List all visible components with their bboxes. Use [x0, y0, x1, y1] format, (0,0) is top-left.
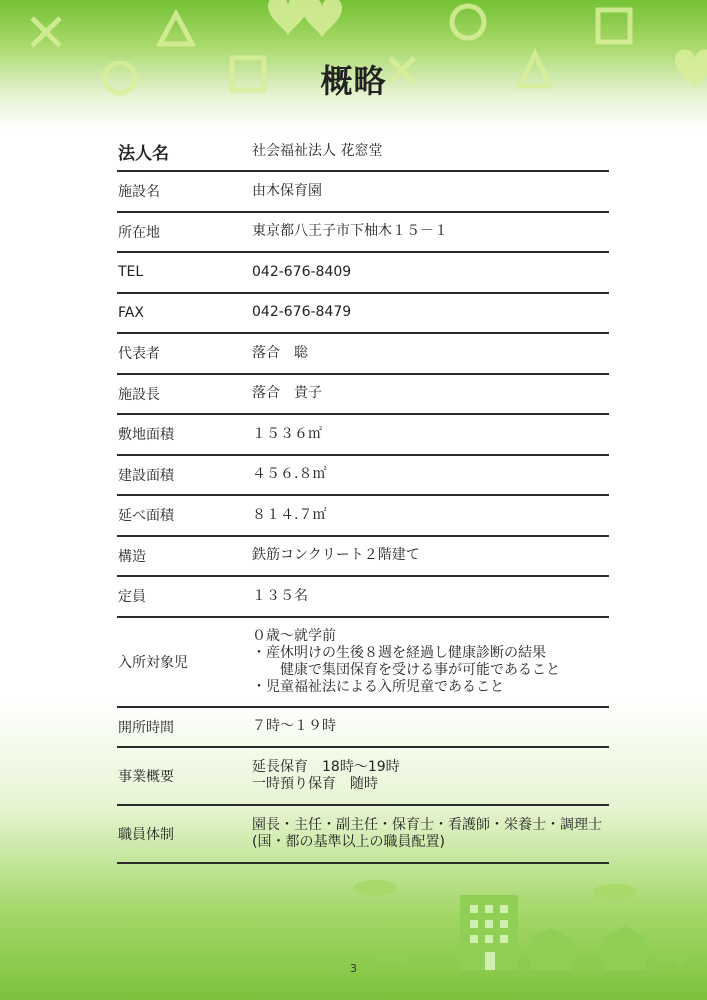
table-row — [117, 294, 609, 335]
row-value — [252, 304, 609, 321]
row-value-line: 落合 聡 — [252, 344, 308, 361]
square-icon — [598, 10, 630, 42]
row-label: FAX — [118, 304, 144, 321]
row-label: 建設面積 — [118, 467, 174, 484]
row-value-line: 健康で集団保育を受ける事が可能であること — [252, 661, 560, 678]
building-icon — [460, 895, 518, 970]
row-value-line: ８１４.７㎡ — [252, 506, 327, 523]
row-value — [252, 183, 609, 200]
row-label: 法人名 — [118, 143, 169, 164]
row-label: 入所対象児 — [118, 654, 188, 671]
table-row — [117, 496, 609, 537]
row-value — [252, 264, 609, 281]
row-value-line: ・児童福祉法による入所児童であること — [252, 678, 504, 695]
row-value — [252, 547, 609, 564]
row-label: 施設長 — [118, 386, 160, 403]
table-row — [117, 334, 609, 375]
row-label: 施設名 — [118, 184, 160, 201]
row-value — [252, 345, 609, 362]
table-row — [117, 577, 609, 618]
row-value-line: 042-676-8479 — [252, 304, 352, 321]
row-value — [252, 507, 609, 524]
row-label: 定員 — [118, 589, 146, 606]
row-value — [252, 466, 609, 483]
row-value-line: 042-676-8409 — [252, 263, 352, 280]
row-label: 敷地面積 — [118, 427, 174, 444]
table-row — [117, 172, 609, 213]
row-value-line: 鉄筋コンクリート２階建て — [252, 547, 420, 564]
row-value-line: ４５６.８㎡ — [252, 466, 327, 483]
row-value-line: ・産休明けの生後８週を経過し健康診断の結果 — [252, 644, 546, 661]
row-value-line: １３５名 — [252, 587, 308, 604]
cloud-icon — [593, 884, 637, 900]
row-value-line: 由木保育園 — [252, 182, 322, 199]
row-value-line: 社会福祉法人 花窓堂 — [252, 142, 383, 159]
row-label: 職員体制 — [118, 827, 174, 843]
row-value-line: 延長保育 18時～19時 — [252, 759, 400, 775]
row-value-line: (国・都の基準以上の職員配置) — [252, 834, 445, 850]
row-value — [252, 588, 609, 605]
row-label: 開所時間 — [118, 719, 174, 736]
overview-table — [117, 132, 609, 864]
row-value-line: 東京都八王子市下柚木１５－１ — [252, 223, 448, 240]
row-value — [252, 143, 609, 160]
circle-icon — [452, 6, 484, 38]
row-label: 構造 — [118, 548, 146, 565]
page-number: 3 — [350, 962, 357, 975]
table-row — [117, 618, 609, 708]
row-value-line: 一時預り保育 随時 — [252, 776, 378, 792]
table-row — [117, 748, 609, 806]
row-label: 事業概要 — [118, 769, 174, 785]
row-value — [252, 817, 609, 851]
row-value — [252, 759, 609, 793]
row-value — [252, 385, 609, 402]
table-row — [117, 415, 609, 456]
row-label: 所在地 — [118, 224, 160, 241]
table-row — [117, 375, 609, 416]
row-value — [252, 718, 609, 735]
page-title: 概略 — [320, 62, 387, 100]
row-value — [252, 628, 609, 696]
table-row — [117, 708, 609, 749]
row-value-line: 落合 貴子 — [252, 385, 322, 402]
row-value-line: ０歳～就学前 — [252, 627, 336, 644]
row-value — [252, 426, 609, 443]
row-label: TEL — [118, 264, 144, 281]
table-row — [117, 537, 609, 578]
heart-icon — [302, 0, 342, 38]
row-value-line: ７時～１９時 — [252, 718, 336, 735]
row-value — [252, 223, 609, 240]
triangle-icon — [160, 14, 192, 44]
row-value-line: １５３６㎡ — [252, 425, 322, 442]
table-row — [117, 253, 609, 294]
row-value-line: 園長・主任・副主任・保育士・看護師・栄養士・調理士 — [252, 817, 602, 833]
row-label: 代表者 — [118, 346, 160, 363]
table-row — [117, 213, 609, 254]
table-row — [117, 456, 609, 497]
row-label: 延べ面積 — [118, 508, 174, 525]
heart-icon — [268, 0, 308, 36]
cross-icon — [32, 18, 60, 46]
cloud-icon — [353, 880, 397, 896]
table-row — [117, 806, 609, 864]
table-row — [117, 132, 609, 172]
